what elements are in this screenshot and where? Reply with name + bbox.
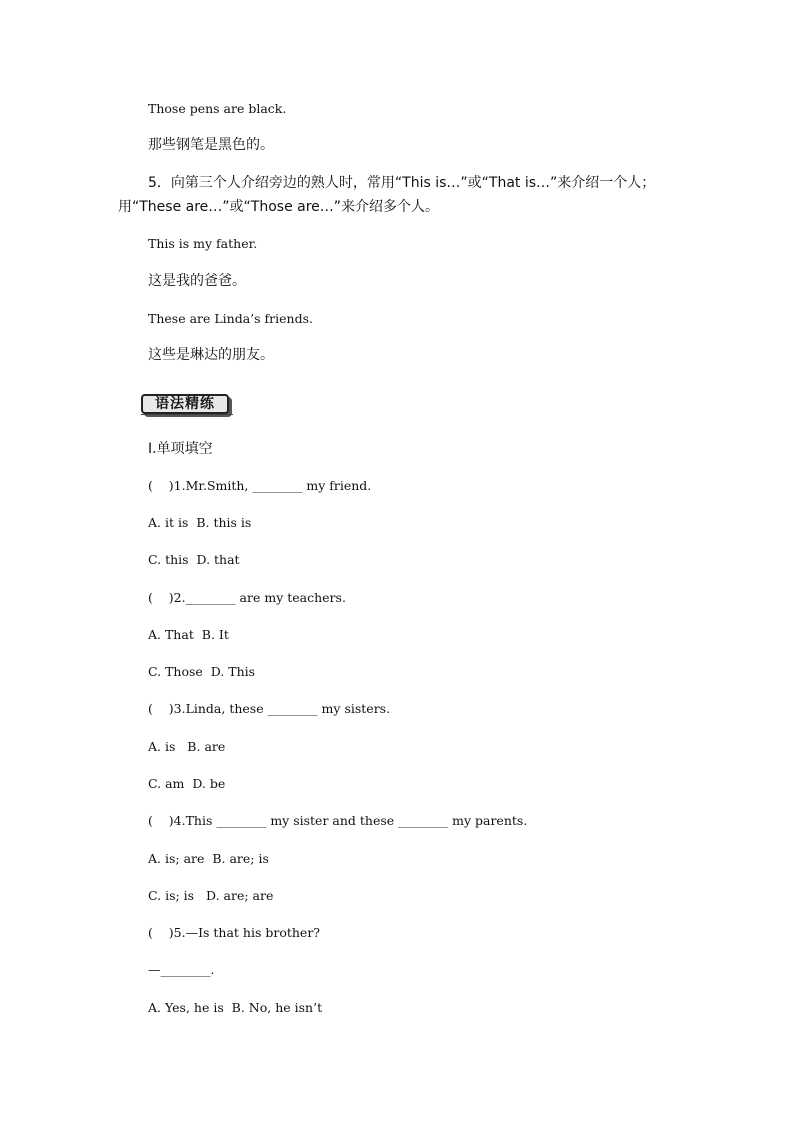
rule-5-line-1: 5．向第三个人介绍旁边的熟人时，常用“This is…”或“That is…”来介绍一个人； [148,175,656,191]
answer-blank-line: —________. [148,962,215,977]
question-stem: ( )4.This ________ my sister and these ________ my parents. [148,813,528,828]
question-stem: ( )5.—Is that his brother? [148,925,321,940]
question-options: A. Yes, he is B. No, he isn’t [148,1000,323,1015]
example-sentence-en: These are Linda’s friends. [148,311,313,326]
rule-5-line-2: 用“These are…”或“Those are…”来介绍多个人。 [118,199,440,215]
section-badge: 语法精练 [141,394,229,414]
question-stem: ( )2.________ are my teachers. [148,590,346,605]
question-options: C. am D. be [148,776,226,791]
example-sentence-cn: 这是我的爸爸。 [148,273,246,289]
example-sentence-cn: 这些是琳达的朋友。 [148,347,274,363]
example-sentence-en: This is my father. [148,236,258,251]
question-options: A. That B. It [148,627,229,642]
question-options: A. it is B. this is [148,515,252,530]
question-stem: ( )3.Linda, these ________ my sisters. [148,701,391,716]
part-title: Ⅰ.单项填空 [148,441,213,457]
example-sentence-en: Those pens are black. [148,101,287,116]
question-stem: ( )1.Mr.Smith, ________ my friend. [148,478,372,493]
question-options: C. Those D. This [148,664,256,679]
question-options: A. is B. are [148,739,226,754]
question-options: A. is; are B. are; is [148,851,269,866]
question-options: C. is; is D. are; are [148,888,274,903]
question-options: C. this D. that [148,552,240,567]
section-underline [141,414,233,415]
example-sentence-cn: 那些钢笔是黑色的。 [148,137,274,153]
